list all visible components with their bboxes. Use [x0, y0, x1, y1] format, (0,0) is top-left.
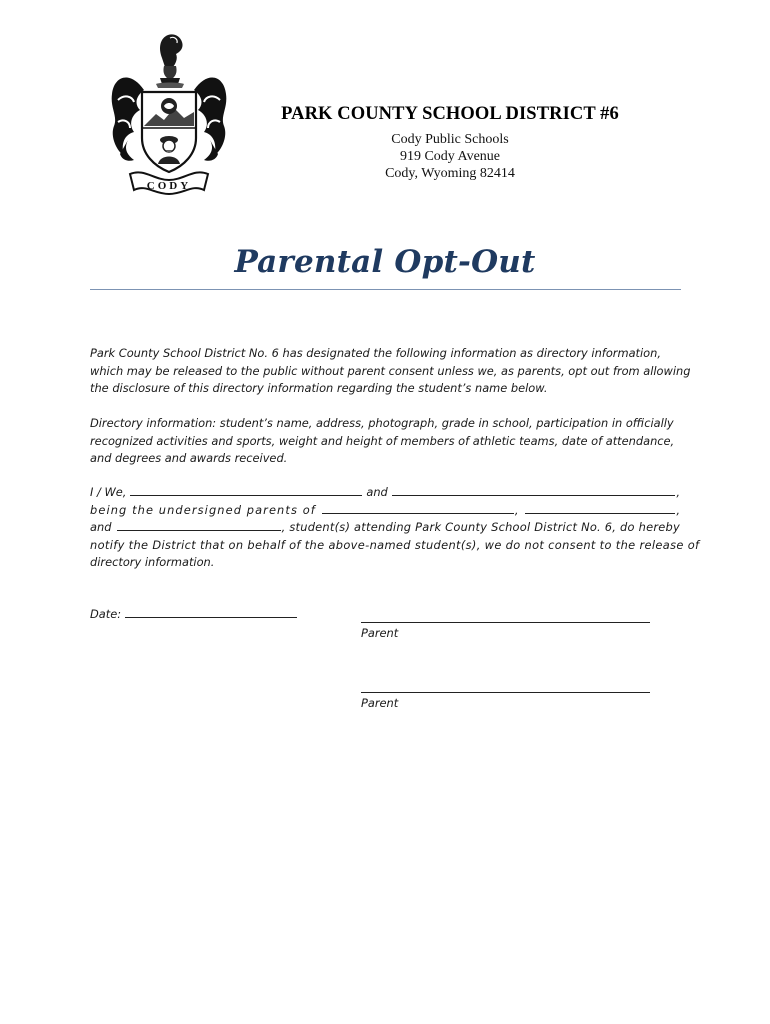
- text-line: Park County School District No. 6 has designated the following information as directory information,: [90, 346, 661, 360]
- paragraph-line: [90, 519, 680, 537]
- page-title: Parental Opt-Out: [234, 244, 536, 280]
- signature-line[interactable]: [361, 608, 650, 623]
- text-line: and degrees and awards received.: [90, 451, 288, 466]
- paragraph-line: [90, 537, 700, 555]
- student-name-blank-2[interactable]: [525, 502, 676, 514]
- shield-icon: [142, 92, 196, 172]
- address-line-3: Cody, Wyoming 82414: [385, 166, 515, 181]
- parent-name-blank-2[interactable]: [392, 484, 676, 496]
- signature-label: Parent: [361, 626, 399, 640]
- text-segment: and: [90, 520, 112, 535]
- consent-paragraph: [90, 484, 700, 572]
- text-line: which may be released to the public without parent consent unless we, as parents, opt out from allowing: [90, 363, 691, 378]
- letterhead: [280, 104, 620, 182]
- horse-crest-icon: [156, 34, 184, 88]
- text-segment: being the undersigned parents of: [90, 502, 316, 517]
- text-segment: ,: [514, 502, 519, 517]
- directory-info-paragraph: [90, 415, 680, 468]
- text-segment: ,: [676, 485, 680, 499]
- signature-label: Parent: [361, 696, 399, 710]
- student-name-blank-3[interactable]: [117, 519, 280, 531]
- banner-text: CODY: [146, 180, 192, 192]
- text-line: recognized activities and sports, weight and height of members of athletic teams, date of attendance,: [90, 433, 675, 448]
- paragraph-line: [90, 345, 680, 363]
- text-segment: I / We,: [90, 485, 127, 499]
- date-blank[interactable]: [125, 606, 297, 618]
- parent-signature-1: [361, 608, 651, 640]
- text-line: notify the District that on behalf of the above-named student(s), we do not consent to the release of: [90, 537, 700, 552]
- paragraph-line: [90, 484, 680, 502]
- date-label: Date:: [90, 607, 122, 621]
- text-line: directory information.: [90, 555, 215, 570]
- paragraph-line: [90, 450, 680, 468]
- mantling-left: [112, 78, 144, 161]
- school-crest-logo: [104, 30, 234, 200]
- student-name-blank-1[interactable]: [322, 502, 514, 514]
- paragraph-line: [90, 415, 680, 433]
- signature-line[interactable]: [361, 678, 650, 693]
- paragraph-line: [90, 554, 680, 572]
- mantling-right: [194, 78, 226, 161]
- address-line-1: Cody Public Schools: [391, 132, 509, 147]
- text-segment: and: [366, 485, 388, 499]
- parent-name-blank-1[interactable]: [130, 484, 362, 496]
- district-name: PARK COUNTY SCHOOL DISTRICT #6: [281, 104, 619, 124]
- intro-paragraph: [90, 345, 691, 398]
- title-rule-divider: [90, 289, 681, 290]
- paragraph-line: [90, 502, 680, 520]
- text-line: the disclosure of this directory information regarding the student’s name below.: [90, 381, 548, 396]
- text-segment: , student(s) attending Park County School District No. 6, do hereby: [281, 520, 680, 535]
- text-line: Directory information: student’s name, address, photograph, grade in school, participation in officially: [90, 416, 674, 430]
- text-segment: ,: [676, 502, 680, 517]
- paragraph-line: [90, 363, 691, 381]
- address-line-2: 919 Cody Avenue: [399, 149, 501, 164]
- paragraph-line: [90, 380, 680, 398]
- parent-signature-2: [361, 678, 651, 710]
- paragraph-line: [90, 433, 680, 451]
- cody-banner: [130, 172, 208, 194]
- date-field: [90, 606, 297, 621]
